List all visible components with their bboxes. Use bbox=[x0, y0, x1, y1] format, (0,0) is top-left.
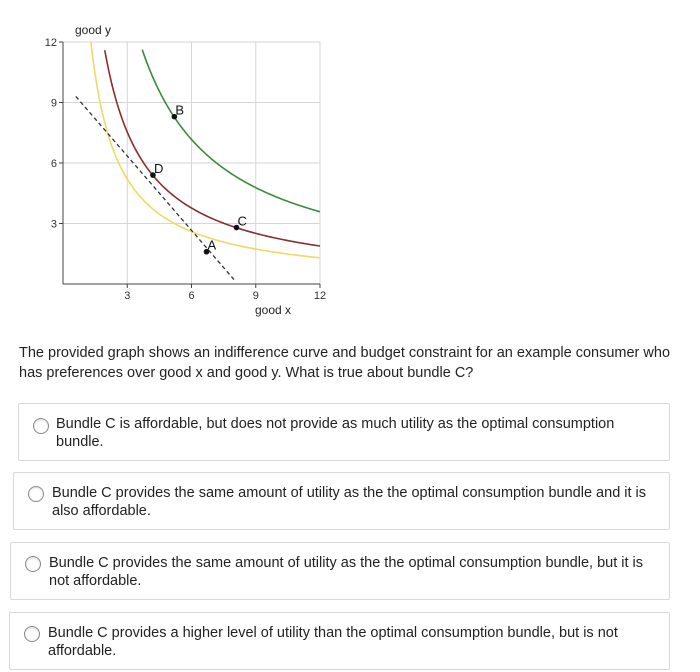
radio-button-option-4[interactable] bbox=[24, 626, 40, 642]
option-4-text: Bundle C provides a higher level of utility than the optimal consumption bundle, but is not affordable. bbox=[48, 625, 618, 659]
option-3[interactable] bbox=[10, 542, 670, 600]
y-tick-label-9: 9 bbox=[50, 97, 57, 110]
x-tick-label-3: 3 bbox=[124, 290, 131, 302]
option-2[interactable] bbox=[13, 472, 670, 530]
point-b-label: B bbox=[175, 102, 185, 118]
option-2-text: Bundle C provides the same amount of utility as the the optimal consumption bundle and it is also affordable. bbox=[52, 485, 647, 519]
x-axis-label: good x bbox=[255, 303, 292, 317]
question-text: The provided graph shows an indifference curve and budget constraint for an example consumer who has preferences over good x and good y. What is true about bundle C? bbox=[19, 345, 671, 381]
point-a-label: A bbox=[207, 237, 217, 253]
x-tick-label-6: 6 bbox=[188, 290, 195, 302]
x-tick-label-9: 9 bbox=[252, 290, 259, 302]
option-4[interactable] bbox=[9, 612, 670, 670]
radio-button-option-1[interactable] bbox=[33, 418, 49, 434]
indifference-chart bbox=[0, 0, 340, 330]
y-axis-label: good y bbox=[75, 23, 112, 37]
y-tick-label-12: 12 bbox=[44, 37, 57, 49]
option-3-text: Bundle C provides the same amount of utility as the the optimal consumption bundle, but it is not affordable. bbox=[49, 555, 644, 589]
x-tick-label-12: 12 bbox=[313, 290, 327, 302]
option-1-text: Bundle C is affordable, but does not provide as much utility as the optimal consumption bundle. bbox=[56, 416, 615, 450]
y-tick-label-6: 6 bbox=[50, 158, 57, 170]
radio-button-option-3[interactable] bbox=[25, 556, 41, 572]
radio-button-option-2[interactable] bbox=[28, 486, 44, 502]
option-1[interactable] bbox=[18, 403, 670, 461]
point-c-label: C bbox=[237, 213, 247, 229]
point-d-label: D bbox=[153, 161, 164, 177]
y-tick-label-3: 3 bbox=[50, 218, 57, 231]
